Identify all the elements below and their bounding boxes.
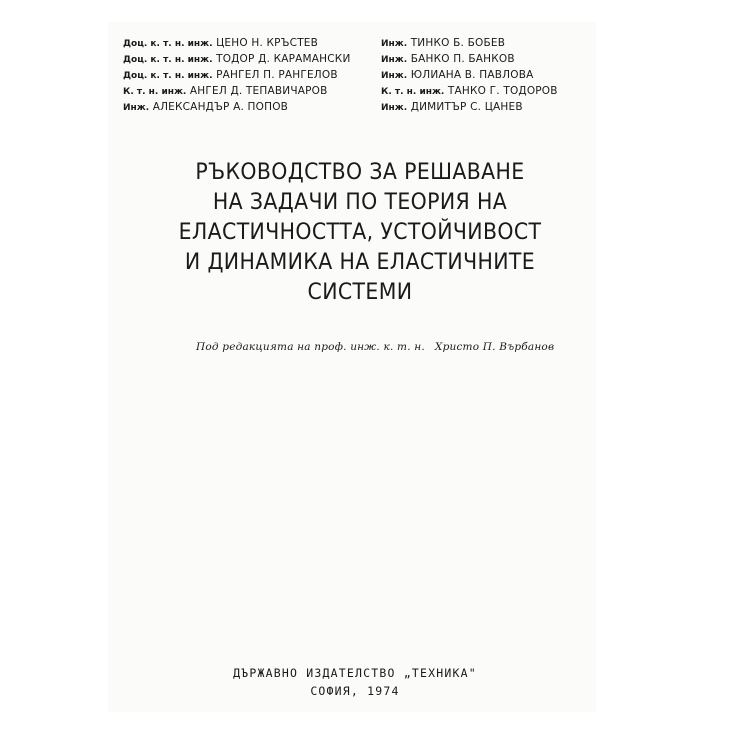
publisher-imprint — [200, 664, 510, 700]
author-name: ЮЛИАНА В. ПАВЛОВА — [410, 69, 534, 81]
scanned-page-area — [108, 22, 596, 712]
title-line: И ДИНАМИКА НА ЕЛАСТИЧНИТЕ — [184, 250, 536, 275]
author-rank: Инж. — [123, 103, 150, 113]
author-name: АНГЕЛ Д. ТЕПАВИЧАРОВ — [189, 85, 328, 97]
publisher-city-year: СОФИЯ, 1974 — [310, 684, 400, 698]
author-name: ТАНКО Г. ТОДОРОВ — [447, 85, 558, 97]
editor-credit — [196, 341, 554, 353]
author-line — [123, 100, 351, 116]
author-rank: К. т. н. инж. — [381, 87, 445, 97]
author-rank: Инж. — [381, 39, 408, 49]
author-line — [123, 36, 351, 52]
author-line — [381, 84, 558, 100]
editor-prefix: Под редакцията на проф. инж. к. т. н. — [196, 341, 425, 353]
author-name: БАНКО П. БАНКОВ — [410, 53, 515, 65]
author-line — [381, 100, 558, 116]
title-line: РЪКОВОДСТВО ЗА РЕШАВАНЕ — [195, 160, 525, 185]
title-line: СИСТЕМИ — [307, 280, 413, 305]
author-rank: Инж. — [381, 71, 408, 81]
publisher-name: ДЪРЖАВНО ИЗДАТЕЛСТВО „ТЕХНИКА" — [233, 666, 477, 680]
title-line: НА ЗАДАЧИ ПО ТЕОРИЯ НА — [212, 190, 508, 215]
author-line — [381, 52, 558, 68]
author-rank: К. т. н. инж. — [123, 87, 187, 97]
author-name: РАНГЕЛ П. РАНГЕЛОВ — [216, 69, 338, 81]
author-name: АЛЕКСАНДЪР А. ПОПОВ — [152, 101, 289, 113]
author-line — [123, 68, 351, 84]
author-line — [381, 68, 558, 84]
editor-name: Христо П. Върбанов — [434, 341, 555, 353]
book-title — [146, 158, 574, 308]
author-rank: Инж. — [381, 103, 408, 113]
author-name: ЦЕНО Н. КРЪСТЕВ — [216, 37, 319, 49]
author-name: ТИНКО Б. БОБЕВ — [410, 37, 506, 49]
author-name: ДИМИТЪР С. ЦАНЕВ — [410, 101, 523, 113]
title-line: ЕЛАСТИЧНОСТТА, УСТОЙЧИВОСТ — [178, 220, 542, 245]
author-rank: Доц. к. т. н. инж. — [123, 39, 213, 49]
author-line — [123, 52, 351, 68]
author-rank: Доц. к. т. н. инж. — [123, 71, 213, 81]
author-rank: Инж. — [381, 55, 408, 65]
author-name: ТОДОР Д. КАРАМАНСКИ — [216, 53, 351, 65]
authors-left-column — [123, 36, 351, 116]
author-line — [123, 84, 351, 100]
authors-right-column — [381, 36, 558, 116]
author-rank: Доц. к. т. н. инж. — [123, 55, 213, 65]
author-line — [381, 36, 558, 52]
